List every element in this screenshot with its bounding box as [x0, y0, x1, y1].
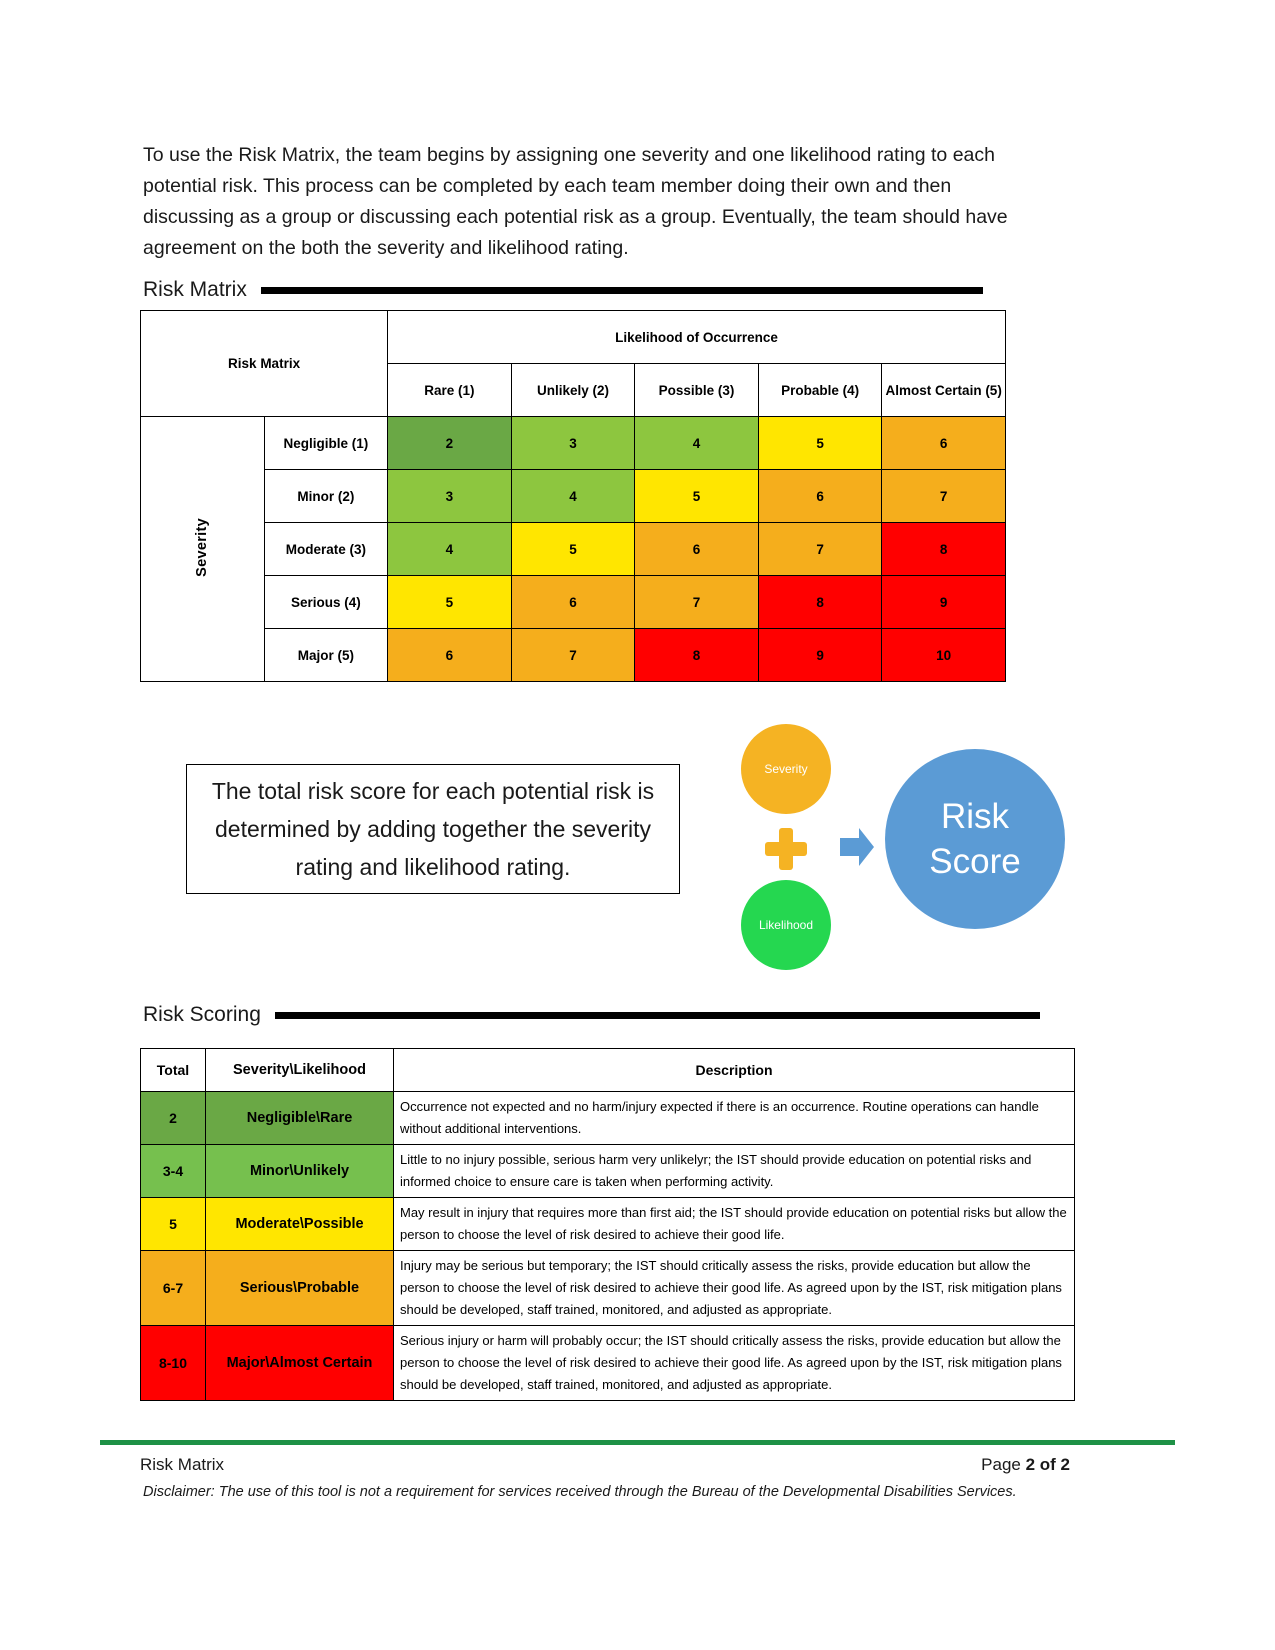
matrix-cell-5-2: 7: [511, 629, 635, 682]
severity-axis-label: [141, 417, 265, 682]
matrix-cell-2-2: 4: [511, 470, 635, 523]
risk-matrix-heading: [143, 278, 983, 302]
severity-row-4: Serious (4): [264, 576, 388, 629]
matrix-cell-2-1: 3: [388, 470, 512, 523]
likelihood-circle: [741, 880, 831, 970]
risk-scoring-table: [140, 1048, 1075, 1401]
scoring-row: [141, 1251, 1075, 1326]
footer-disclaimer: Disclaimer: The use of this tool is not a requirement for services received through the Bureau of the Developmental Disabilities Services.: [143, 1484, 1017, 1500]
risk-score-circle: [885, 749, 1065, 929]
matrix-cell-4-2: 6: [511, 576, 635, 629]
footer: [140, 1455, 1070, 1475]
matrix-cell-4-1: 5: [388, 576, 512, 629]
matrix-cell-2-5: 7: [882, 470, 1006, 523]
likelihood-column-2: Unlikely (2): [511, 364, 635, 417]
likelihood-header: Likelihood of Occurrence: [388, 311, 1006, 364]
scoring-header-row: [141, 1049, 1075, 1092]
scoring-row: [141, 1198, 1075, 1251]
scoring-total-1: 2: [141, 1092, 206, 1145]
matrix-cell-1-3: 4: [635, 417, 759, 470]
scoring-column-header-3: Description: [394, 1049, 1075, 1092]
scoring-description-1: Occurrence not expected and no harm/injury expected if there is an occurrence. Routine operations can handle without additional interventions.: [394, 1092, 1075, 1145]
scoring-severity-likelihood-2: Minor\Unlikely: [206, 1145, 394, 1198]
matrix-row: [141, 417, 1006, 470]
matrix-cell-3-5: 8: [882, 523, 1006, 576]
matrix-cell-2-4: 6: [758, 470, 882, 523]
severity-row-5: Major (5): [264, 629, 388, 682]
risk-score-line1: Risk: [940, 797, 1010, 836]
matrix-cell-4-4: 8: [758, 576, 882, 629]
footer-divider: [100, 1440, 1175, 1445]
likelihood-column-5: Almost Certain (5): [882, 364, 1006, 417]
matrix-cell-3-3: 6: [635, 523, 759, 576]
matrix-cell-1-2: 3: [511, 417, 635, 470]
scoring-row: [141, 1092, 1075, 1145]
severity-row-3: Moderate (3): [264, 523, 388, 576]
risk-scoring-heading: [143, 1003, 1040, 1027]
footer-page-number: 2 of 2: [1025, 1455, 1070, 1474]
scoring-column-header-2: Severity\Likelihood: [206, 1049, 394, 1092]
likelihood-circle-label: Likelihood: [758, 918, 814, 932]
scoring-column-header-1: Total: [141, 1049, 206, 1092]
matrix-cell-3-4: 7: [758, 523, 882, 576]
scoring-row: [141, 1145, 1075, 1198]
likelihood-column-4: Probable (4): [758, 364, 882, 417]
matrix-row: [141, 576, 1006, 629]
matrix-cell-1-4: 5: [758, 417, 882, 470]
likelihood-column-1: Rare (1): [388, 364, 512, 417]
matrix-cell-3-2: 5: [511, 523, 635, 576]
scoring-row: [141, 1326, 1075, 1401]
risk-score-diagram: [720, 715, 1090, 975]
matrix-cell-5-1: 6: [388, 629, 512, 682]
scoring-total-3: 5: [141, 1198, 206, 1251]
matrix-cell-5-5: 10: [882, 629, 1006, 682]
matrix-row: [141, 629, 1006, 682]
severity-row-2: Minor (2): [264, 470, 388, 523]
scoring-total-2: 3-4: [141, 1145, 206, 1198]
matrix-cell-3-1: 4: [388, 523, 512, 576]
scoring-severity-likelihood-3: Moderate\Possible: [206, 1198, 394, 1251]
matrix-row: [141, 523, 1006, 576]
footer-page-prefix: Page: [981, 1455, 1026, 1474]
matrix-header-row: [141, 311, 1006, 364]
risk-scoring-heading-label: Risk Scoring: [143, 1003, 261, 1026]
matrix-row: [141, 470, 1006, 523]
matrix-corner-title: Risk Matrix: [141, 311, 388, 417]
scoring-description-3: May result in injury that requires more than first aid; the IST should provide education on potential risks but allow the person to choose the level of risk desired to achieve their good life.: [394, 1198, 1075, 1251]
heading-rule: [275, 1012, 1040, 1019]
footer-page: [981, 1455, 1070, 1475]
risk-matrix-table-wrapper: [140, 310, 1006, 682]
footer-doc-name: Risk Matrix: [140, 1455, 225, 1474]
severity-axis-label-text: Severity: [194, 518, 211, 577]
scoring-description-4: Injury may be serious but temporary; the IST should critically assess the risks, provide education but allow the person to choose the level of risk desired to achieve their good life. As agreed upon by the IST, risk mitigation plans should be developed, staff trained, monitored, and adjusted as appropriate.: [394, 1251, 1075, 1326]
severity-row-1: Negligible (1): [264, 417, 388, 470]
scoring-severity-likelihood-5: Major\Almost Certain: [206, 1326, 394, 1401]
scoring-severity-likelihood-4: Serious\Probable: [206, 1251, 394, 1326]
matrix-cell-4-5: 9: [882, 576, 1006, 629]
matrix-cell-5-4: 9: [758, 629, 882, 682]
scoring-description-5: Serious injury or harm will probably occur; the IST should critically assess the risks, provide education but allow the person to choose the level of risk desired to achieve their good life. As agreed upon by the IST, risk mitigation plans should be developed, staff trained, monitored, and adjusted as appropriate.: [394, 1326, 1075, 1401]
scoring-total-5: 8-10: [141, 1326, 206, 1401]
risk-matrix-table: [140, 310, 1006, 682]
matrix-cell-4-3: 7: [635, 576, 759, 629]
risk-score-line2: Score: [929, 842, 1021, 881]
scoring-description-2: Little to no injury possible, serious harm very unlikelyr; the IST should provide education on potential risks and informed choice to ensure care is taken when performing activity.: [394, 1145, 1075, 1198]
heading-rule: [261, 287, 983, 294]
likelihood-column-3: Possible (3): [635, 364, 759, 417]
arrow-right-icon: [840, 827, 874, 867]
severity-circle: [741, 724, 831, 814]
matrix-cell-2-3: 5: [635, 470, 759, 523]
matrix-cell-5-3: 8: [635, 629, 759, 682]
risk-scoring-table-wrapper: [140, 1048, 1075, 1401]
matrix-cell-1-1: 2: [388, 417, 512, 470]
risk-matrix-heading-label: Risk Matrix: [143, 278, 247, 301]
scoring-severity-likelihood-1: Negligible\Rare: [206, 1092, 394, 1145]
matrix-cell-1-5: 6: [882, 417, 1006, 470]
severity-circle-label: Severity: [764, 762, 808, 776]
intro-paragraph: To use the Risk Matrix, the team begins by assigning one severity and one likelihood rating to each potential risk. This process can be completed by each team member doing their own and then discussing as a group or discussing each potential risk as a group. Eventually, the team should have agreement on the both the severity and likelihood rating.: [143, 144, 1008, 259]
plus-icon: [765, 828, 807, 870]
scoring-total-4: 6-7: [141, 1251, 206, 1326]
total-risk-score-callout: The total risk score for each potential risk is determined by adding together the severity rating and likelihood rating.: [186, 764, 680, 894]
